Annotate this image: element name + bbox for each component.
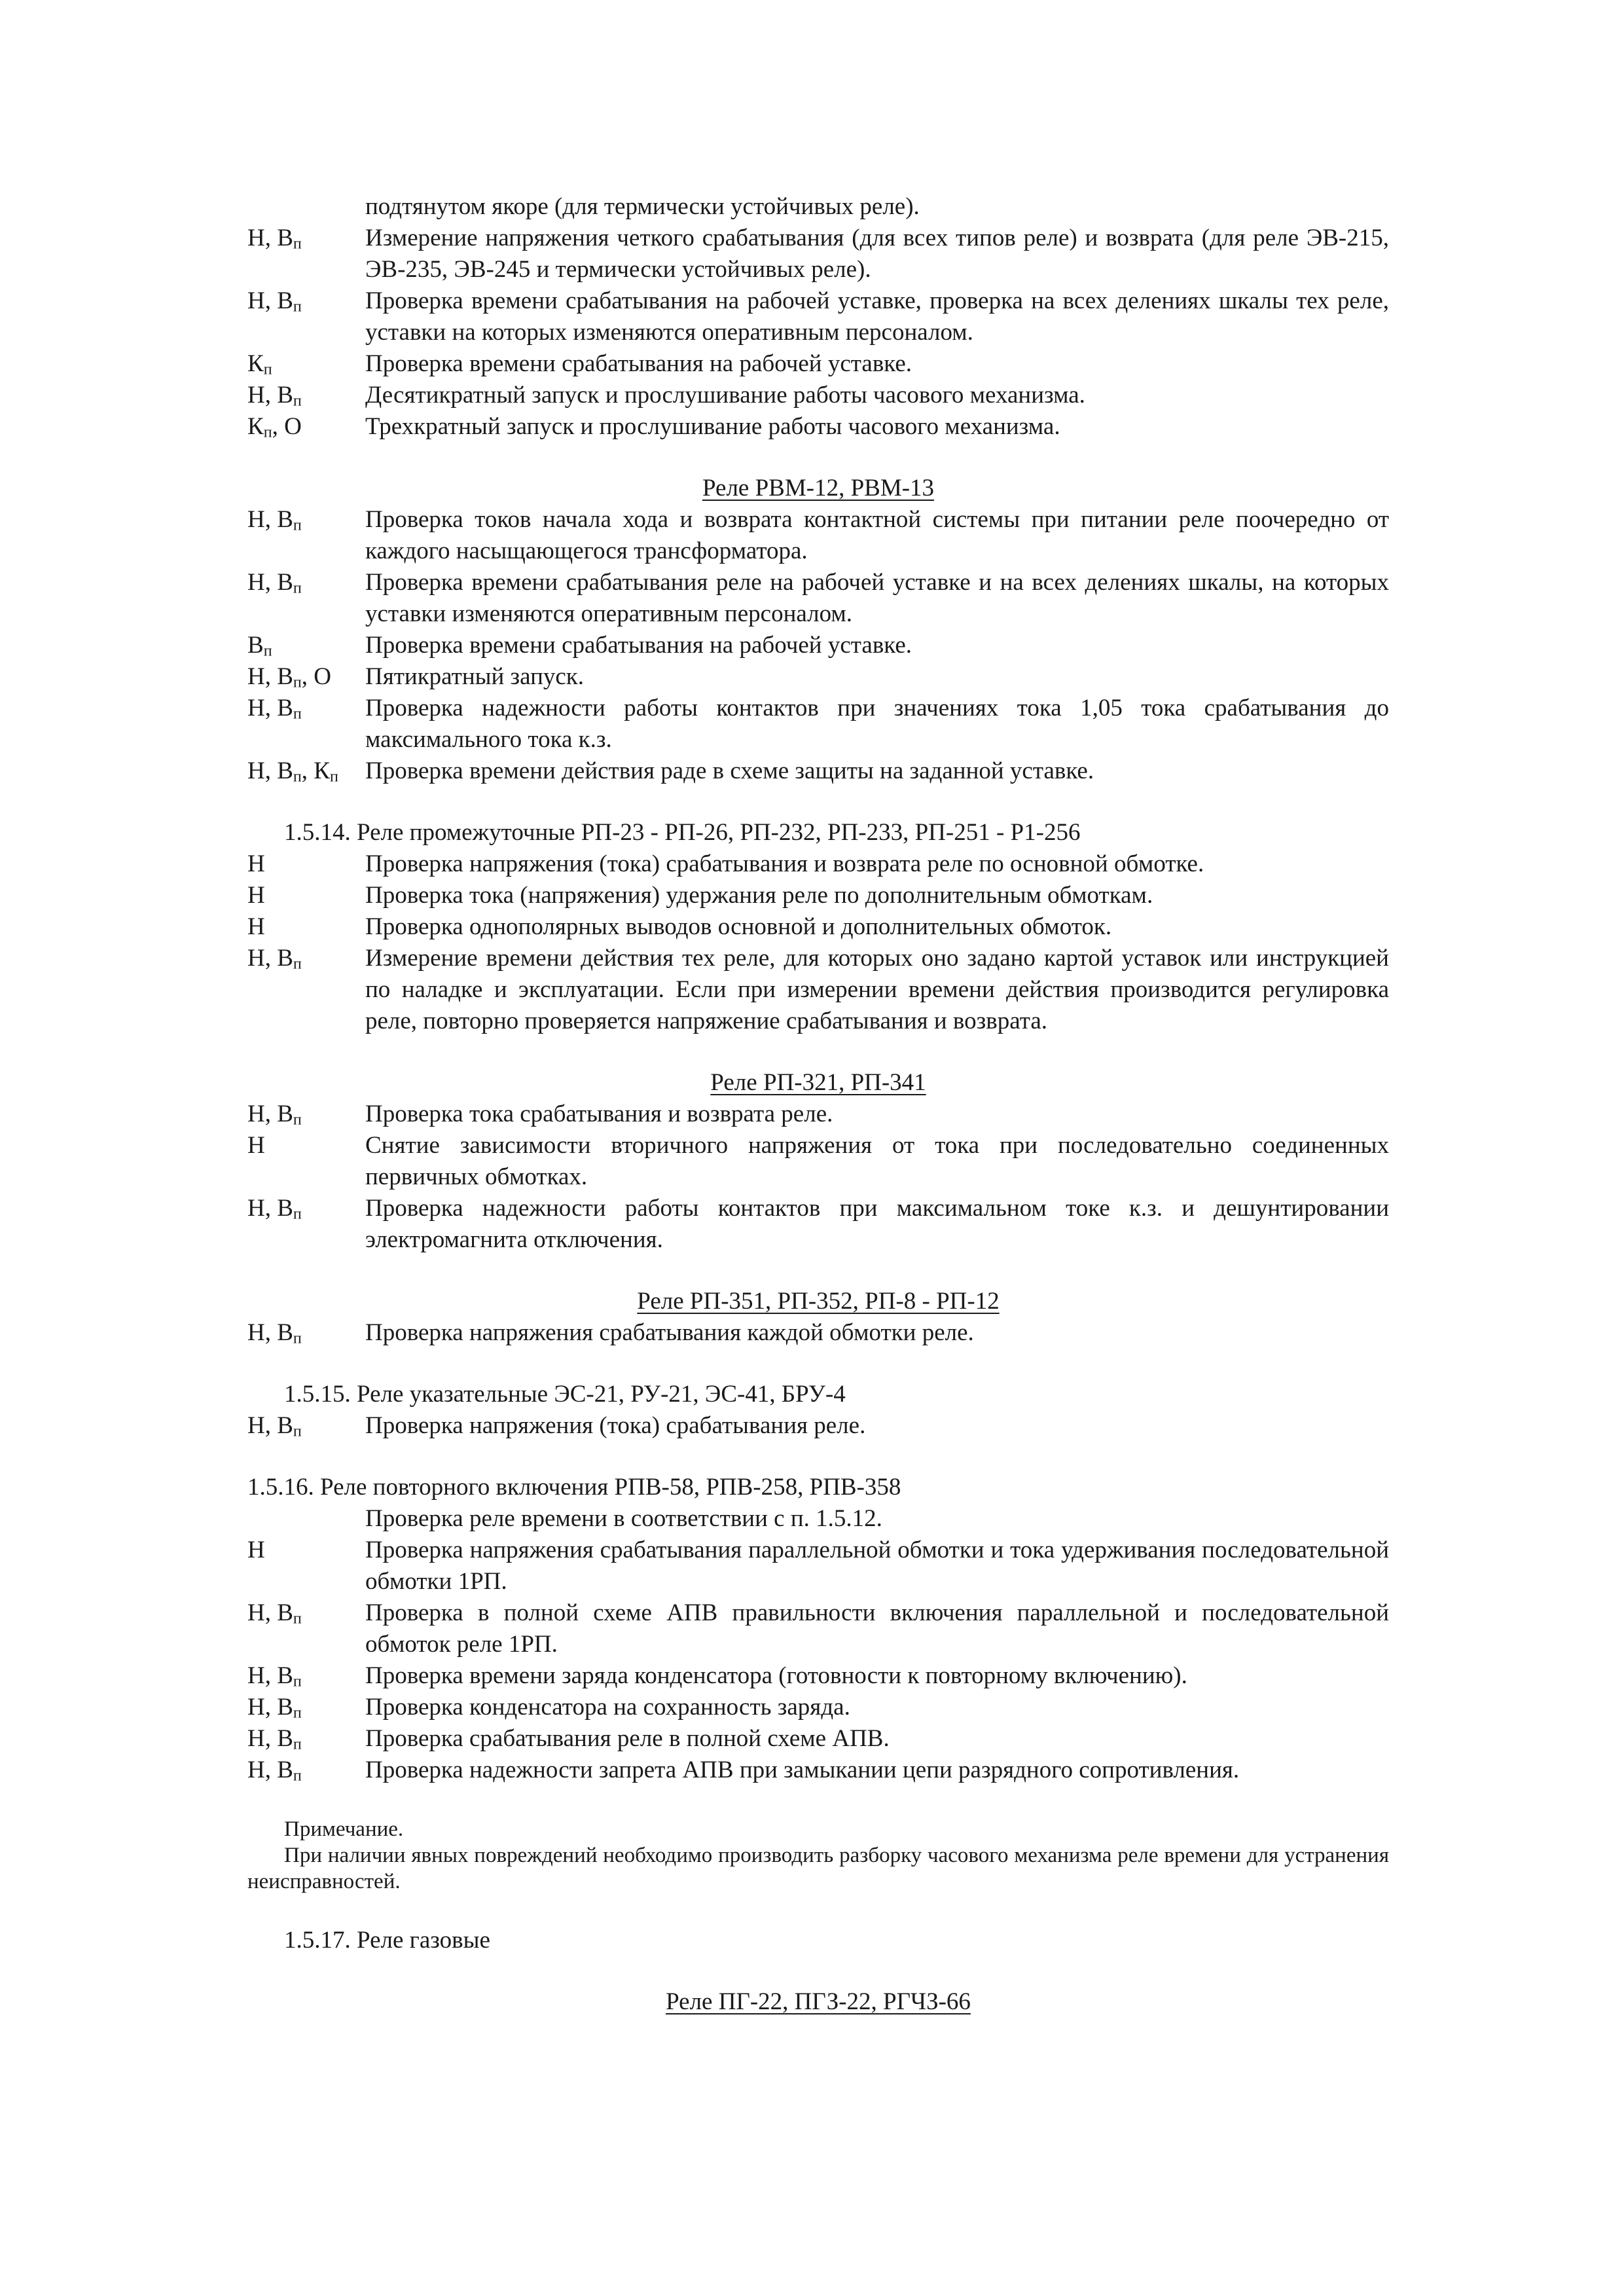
entry-code: Н, $В_п$ (247, 1101, 302, 1129)
entry-text: Проверка времени действия раде в схеме защиты на заданной уставке. (365, 757, 1094, 784)
entry-code: Н, $В_п$ (247, 382, 302, 410)
entry-row (247, 1099, 1389, 1130)
entry-row (247, 1755, 1389, 1786)
entry-code: $В_п$ (247, 632, 272, 660)
entry-text: Десятикратный запуск и прослушивание работы часового механизма. (365, 382, 1085, 409)
entry-text: Проверка надежности запрета АПВ при замыкании цепи разрядного сопротивления. (365, 1757, 1240, 1783)
entry-code: Н, $В_п$, О (247, 663, 332, 691)
entry-code: Н, $В_п$ (247, 1599, 302, 1628)
entry-row (247, 1723, 1389, 1755)
entry-row (247, 756, 1389, 787)
entry-text: Снятие зависимости вторичного напряжения от тока при последовательно соединенных первичных обмотках. (365, 1132, 1389, 1190)
section-title: 1.5.15. Реле указательные ЭС-21, РУ-21, ЭС-41, БРУ-4 (284, 1381, 846, 1408)
entry-text: Проверка тока (напряжения) удержания реле по дополнительным обмоткам. (365, 882, 1153, 909)
entry-row (247, 1317, 1389, 1349)
entry-code: Н (247, 882, 265, 909)
entry-code: Н (247, 913, 265, 940)
entry-row (247, 1130, 1389, 1193)
entry-code: Н (247, 1132, 265, 1159)
entry-text: Проверка напряжения (тока) срабатывания и возврата реле по основной обмотке. (365, 850, 1204, 877)
note-title: Примечание. (284, 1817, 404, 1841)
entry-row (247, 943, 1389, 1037)
entry-code: $К_п$ (247, 350, 272, 378)
document-content (247, 191, 1389, 2018)
entry-text: Проверка надежности работы контактов при максимальном токе к.з. и дешунтировании электромагнита отключения. (365, 1195, 1389, 1253)
entry-row (247, 348, 1389, 380)
entry-text: Проверка токов начала хода и возврата контактной системы при питании реле поочередно от каждого насыщающегося трансформатора. (365, 506, 1389, 564)
entry-text: Проверка реле времени в соответствии с п. 1.5.12. (365, 1505, 882, 1532)
entry-row (247, 411, 1389, 443)
section-title: 1.5.16. Реле повторного включения РПВ-58, РПВ-258, РПВ-358 (247, 1474, 901, 1501)
entry-code: $К_п$, О (247, 413, 302, 441)
entry-text: Проверка напряжения (тока) срабатывания реле. (365, 1412, 866, 1439)
entry-row (247, 285, 1389, 348)
note-body: При наличии явных повреждений необходимо производить разборку часового механизма реле времени для устранения неисправностей. (247, 1844, 1389, 1893)
entry-row (247, 693, 1389, 756)
entry-row (247, 567, 1389, 630)
entry-code: Н, $В_п$ (247, 695, 302, 723)
entry-row (247, 1410, 1389, 1442)
section-heading: Реле РВМ-12, РВМ-13 (702, 475, 935, 501)
section-title: 1.5.17. Реле газовые (284, 1927, 490, 1954)
entry-code: Н, $В_п$ (247, 1195, 302, 1223)
entry-code: Н, $В_п$ (247, 506, 302, 534)
entry-text: Измерение времени действия тех реле, для которых оно задано картой уставок или инструкцией по наладке и эксплуатации. Если при измерении времени действия производится регулировка реле, повторно проверяется напряжение срабатывания и возврата. (365, 945, 1389, 1034)
entry-row (247, 1660, 1389, 1692)
entry-text: Проверка напряжения срабатывания параллельной обмотки и тока удерживания последовательной обмотки 1РП. (365, 1537, 1389, 1595)
entry-text: Проверка надежности работы контактов при значениях тока 1,05 тока срабатывания до максимального тока к.з. (365, 695, 1389, 753)
entry-row (247, 661, 1389, 693)
entry-row (247, 1597, 1389, 1660)
entry-text: Проверка срабатывания реле в полной схеме АПВ. (365, 1725, 890, 1752)
entry-text: Проверка времени срабатывания реле на рабочей уставке и на всех делениях шкалы, на которых уставки изменяются оперативным персоналом. (365, 569, 1389, 627)
entry-row (247, 880, 1389, 911)
entry-text: Проверка времени срабатывания на рабочей уставке. (365, 632, 912, 659)
entry-code: Н, $В_п$ (247, 1319, 302, 1347)
entry-code: Н, $В_п$ (247, 1694, 302, 1722)
entry-row (247, 504, 1389, 567)
entry-text: Проверка напряжения срабатывания каждой обмотки реле. (365, 1319, 974, 1346)
entry-text: Пятикратный запуск. (365, 663, 585, 690)
entry-code: Н (247, 850, 265, 877)
intro-continuation: подтянутом якоре (для термически устойчивых реле). (365, 193, 920, 220)
entry-code: Н, $В_п$ (247, 1662, 302, 1690)
entry-code: Н, $В_п$, $К_п$ (247, 757, 338, 786)
entry-text: Проверка времени заряда конденсатора (готовности к повторному включению). (365, 1662, 1187, 1689)
entry-text: Проверка в полной схеме АПВ правильности включения параллельной и последовательной обмоток реле 1РП. (365, 1599, 1389, 1658)
entry-code: Н, $В_п$ (247, 1412, 302, 1440)
entry-text: Проверка конденсатора на сохранность заряда. (365, 1694, 850, 1721)
entry-row (247, 1193, 1389, 1256)
entry-code: Н, $В_п$ (247, 945, 302, 973)
section-heading: Реле РП-321, РП-341 (710, 1069, 926, 1096)
entry-code: Н (247, 1537, 265, 1563)
entry-row (247, 380, 1389, 411)
entry-text: Проверка однополярных выводов основной и дополнительных обмоток. (365, 913, 1112, 940)
entry-row (247, 223, 1389, 285)
entry-text: Проверка тока срабатывания и возврата реле. (365, 1101, 833, 1127)
section-heading: Реле ПГ-22, ПГЗ-22, РГЧЗ-66 (666, 1988, 971, 2015)
entry-row (247, 848, 1389, 880)
entry-code: Н, $В_п$ (247, 1757, 302, 1785)
entry-text: Проверка времени срабатывания на рабочей уставке. (365, 350, 912, 377)
section-title: 1.5.14. Реле промежуточные РП-23 - РП-26, РП-232, РП-233, РП-251 - Р1-256 (284, 819, 1081, 846)
entry-row (247, 1535, 1389, 1597)
entry-row (247, 630, 1389, 661)
section-heading: Реле РП-351, РП-352, РП-8 - РП-12 (637, 1288, 1000, 1315)
entry-row (247, 911, 1389, 943)
entry-row (247, 1692, 1389, 1723)
entry-text: Проверка времени срабатывания на рабочей уставке, проверка на всех делениях шкалы тех реле, уставки на которых изменяются оперативным персоналом. (365, 287, 1389, 346)
entry-code: Н, $В_п$ (247, 287, 302, 316)
entry-code: Н, $В_п$ (247, 225, 302, 253)
entry-text: Трехкратный запуск и прослушивание работы часового механизма. (365, 413, 1060, 440)
entry-text: Измерение напряжения четкого срабатывания (для всех типов реле) и возврата (для реле ЭВ-215, ЭВ-235, ЭВ-245 и термически устойчивых реле). (365, 225, 1389, 283)
entry-code: Н, $В_п$ (247, 1725, 302, 1753)
entry-code: Н, $В_п$ (247, 569, 302, 597)
